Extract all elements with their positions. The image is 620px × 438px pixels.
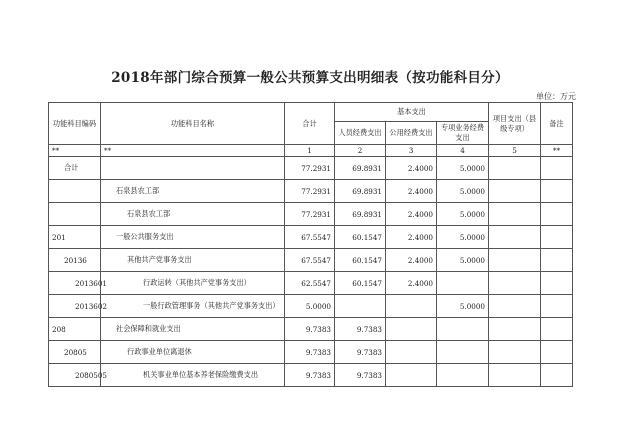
- row-total: 67.5547: [285, 226, 335, 249]
- row-special: 5.0000: [437, 249, 489, 272]
- row-special: 5.0000: [437, 226, 489, 249]
- table-row: [49, 157, 573, 180]
- row-special: [437, 364, 489, 387]
- row-total: 9.7383: [285, 318, 335, 341]
- row-total: 67.5547: [285, 249, 335, 272]
- row-special: [437, 341, 489, 364]
- row-project: [489, 249, 541, 272]
- index-project: 5: [489, 145, 541, 157]
- table-row: [49, 318, 573, 341]
- row-name: 石泉县农工部: [101, 203, 285, 226]
- row-code: 20136: [49, 249, 101, 272]
- header-public: 公用经费支出: [386, 122, 437, 145]
- index-name: **: [101, 145, 285, 157]
- row-code: 合计: [49, 157, 101, 180]
- row-personnel: 9.7383: [335, 364, 386, 387]
- index-personnel: 2: [335, 145, 386, 157]
- table-row: [49, 364, 573, 387]
- row-project: [489, 180, 541, 203]
- index-public: 3: [386, 145, 437, 157]
- row-project: [489, 318, 541, 341]
- row-total: 77.2931: [285, 157, 335, 180]
- row-code: 20805: [49, 341, 101, 364]
- row-public: 2.4000: [386, 272, 437, 295]
- row-personnel: 69.8931: [335, 203, 386, 226]
- row-code: [49, 180, 101, 203]
- row-total: 77.2931: [285, 203, 335, 226]
- table-row: [49, 203, 573, 226]
- row-personnel: 69.8931: [335, 180, 386, 203]
- row-name: 行政运转（其他共产党事务支出）: [101, 272, 285, 295]
- header-personnel: 人员经费支出: [335, 122, 386, 145]
- table-row: [49, 341, 573, 364]
- row-project: [489, 272, 541, 295]
- row-remark: [541, 295, 573, 318]
- row-code: 2013602: [49, 295, 101, 318]
- row-personnel: 60.1547: [335, 226, 386, 249]
- header-remark: 备注: [541, 103, 573, 145]
- index-row: [49, 145, 573, 157]
- row-remark: [541, 364, 573, 387]
- row-remark: [541, 249, 573, 272]
- row-personnel: 60.1547: [335, 272, 386, 295]
- row-special: 5.0000: [437, 203, 489, 226]
- row-total: 77.2931: [285, 180, 335, 203]
- index-special: 4: [437, 145, 489, 157]
- row-public: [386, 364, 437, 387]
- row-project: [489, 295, 541, 318]
- row-special: 5.0000: [437, 295, 489, 318]
- row-personnel: 60.1547: [335, 249, 386, 272]
- header-total: 合计: [285, 103, 335, 145]
- row-total: 9.7383: [285, 364, 335, 387]
- header-basic: 基本支出: [335, 103, 489, 122]
- row-name: 一般行政管理事务（其他共产党事务支出）: [101, 295, 285, 318]
- header-row-1: [49, 103, 573, 122]
- row-code: 208: [49, 318, 101, 341]
- row-project: [489, 226, 541, 249]
- row-public: [386, 341, 437, 364]
- row-special: [437, 318, 489, 341]
- index-remark: **: [541, 145, 573, 157]
- row-personnel: 9.7383: [335, 341, 386, 364]
- row-name: 石泉县农工部: [101, 180, 285, 203]
- row-public: 2.4000: [386, 157, 437, 180]
- budget-table: [48, 102, 573, 387]
- row-name: 其他共产党事务支出: [101, 249, 285, 272]
- table-row: [49, 249, 573, 272]
- row-public: 2.4000: [386, 203, 437, 226]
- row-name: [101, 157, 285, 180]
- row-public: 2.4000: [386, 249, 437, 272]
- row-personnel: 69.8931: [335, 157, 386, 180]
- unit-label: 单位：万元: [536, 92, 576, 101]
- row-code: 2080505: [49, 364, 101, 387]
- row-name: 社会保障和就业支出: [101, 318, 285, 341]
- row-remark: [541, 272, 573, 295]
- row-public: 2.4000: [386, 180, 437, 203]
- page-title: 2018年部门综合预算一般公共预算支出明细表（按功能科目分）: [111, 70, 509, 86]
- row-project: [489, 364, 541, 387]
- row-project: [489, 157, 541, 180]
- row-total: 9.7383: [285, 341, 335, 364]
- table-row: [49, 226, 573, 249]
- row-total: 5.0000: [285, 295, 335, 318]
- row-remark: [541, 180, 573, 203]
- row-special: 5.0000: [437, 157, 489, 180]
- row-public: [386, 318, 437, 341]
- table-row: [49, 180, 573, 203]
- row-name: 行政事业单位离退休: [101, 341, 285, 364]
- header-project: 项目支出（县级专项）: [489, 103, 541, 145]
- row-project: [489, 203, 541, 226]
- index-code: **: [49, 145, 101, 157]
- row-public: 2.4000: [386, 226, 437, 249]
- row-remark: [541, 157, 573, 180]
- row-project: [489, 341, 541, 364]
- row-remark: [541, 341, 573, 364]
- row-remark: [541, 203, 573, 226]
- table-row: [49, 295, 573, 318]
- header-name: 功能科目名称: [101, 103, 285, 145]
- row-code: 2013601: [49, 272, 101, 295]
- row-remark: [541, 226, 573, 249]
- row-code: 201: [49, 226, 101, 249]
- table-row: [49, 272, 573, 295]
- row-code: [49, 203, 101, 226]
- row-public: [386, 295, 437, 318]
- row-personnel: [335, 295, 386, 318]
- header-special: 专项业务经费支出: [437, 122, 489, 145]
- row-name: 机关事业单位基本养老保险缴费支出: [101, 364, 285, 387]
- row-remark: [541, 318, 573, 341]
- index-total: 1: [285, 145, 335, 157]
- row-special: [437, 272, 489, 295]
- row-name: 一般公共服务支出: [101, 226, 285, 249]
- row-total: 62.5547: [285, 272, 335, 295]
- row-personnel: 9.7383: [335, 318, 386, 341]
- row-special: 5.0000: [437, 180, 489, 203]
- header-code: 功能科目编码: [49, 103, 101, 145]
